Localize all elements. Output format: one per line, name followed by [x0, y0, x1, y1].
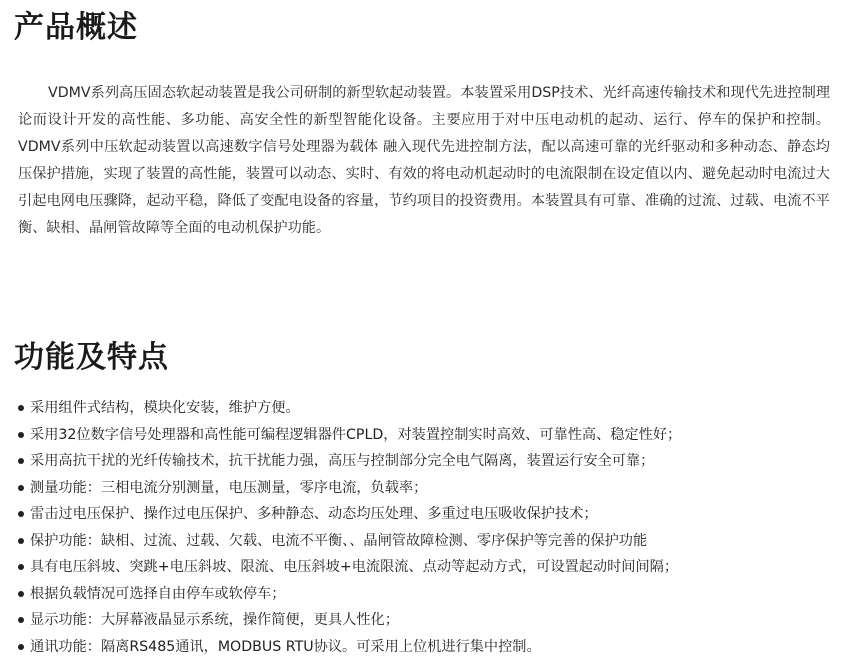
- overview-paragraph: VDMV系列高压固态软起动装置是我公司研制的新型软起动装置。本装置采用DSP技术、光纤高速传输技术和现代先进控制理论而设计开发的高性能、多功能、高安全性的新型智能化设备。主要应用于对中压电动机的起动、运行、停车的保护和控制。VDMV系列中压软起动装置以高速数字信号处理器为载体 融入现代先进控制方法，配以高速可靠的光纤驱动和多种动态、静态均压保护措施，实现了装置的高性能，装置可以动态、实时、有效的将电动机起动时的电流限制在设定值以内、避免起动时电流过大引起电网电压骤降，起动平稳，降低了变配电设备的容量，节约项目的投资费用。本装置具有可靠、准确的过流、过载、电流不平衡、缺相、晶闸管故障等全面的电动机保护功能。: [18, 85, 830, 236]
- bullet-icon: [18, 432, 24, 438]
- feature-item: [18, 607, 838, 634]
- feature-item: [18, 501, 838, 528]
- feature-text: 雷击过电压保护、操作过电压保护、多种静态、动态均压处理、多重过电压吸收保护技术；: [30, 506, 598, 522]
- feature-text: 根据负载情况可选择自由停车或软停车；: [30, 585, 286, 602]
- overview-heading: 产品概述: [14, 10, 138, 45]
- feature-text: 通讯功能：隔离RS485通讯，MODBUS RTU协议。可采用上位机进行集中控制。: [30, 638, 541, 655]
- feature-text: 采用高抗干扰的光纤传输技术，抗干扰能力强，高压与控制部分完全电气隔离，装置运行安全可靠；: [30, 453, 655, 469]
- feature-text: 保护功能：缺相、过流、过载、欠载、电流不平衡、、晶闸管故障检测、零序保护等完善的保护功能: [30, 532, 648, 549]
- feature-text: 采用32位数字信号处理器和高性能可编程逻辑器件CPLD，对装置控制实时高效、可靠性高、稳定性好；: [30, 426, 682, 443]
- bullet-icon: [18, 538, 24, 544]
- feature-text: 采用组件式结构，模块化安装，维护方便。: [30, 400, 300, 416]
- feature-item: [18, 634, 838, 661]
- feature-item: [18, 581, 838, 608]
- feature-item: [18, 475, 838, 502]
- bullet-icon: [18, 485, 24, 491]
- features-list: [18, 395, 838, 660]
- feature-text: 测量功能：三相电流分别测量，电压测量，零序电流，负载率；: [30, 479, 428, 496]
- bullet-icon: [18, 617, 24, 623]
- bullet-icon: [18, 511, 24, 517]
- feature-item: [18, 554, 838, 581]
- features-heading: 功能及特点: [14, 340, 169, 375]
- bullet-icon: [18, 591, 24, 597]
- feature-item: [18, 395, 838, 422]
- feature-item: [18, 448, 838, 475]
- feature-item: [18, 422, 838, 449]
- bullet-icon: [18, 458, 24, 464]
- bullet-icon: [18, 644, 24, 650]
- feature-text: 显示功能：大屏幕液晶显示系统，操作简便，更具人性化；: [30, 612, 399, 628]
- bullet-icon: [18, 405, 24, 411]
- feature-item: [18, 528, 838, 555]
- feature-text: 具有电压斜坡、突跳+电压斜坡、限流、电压斜坡+电流限流、点动等起动方式，可设置起动时间间隔；: [30, 559, 679, 575]
- bullet-icon: [18, 564, 24, 570]
